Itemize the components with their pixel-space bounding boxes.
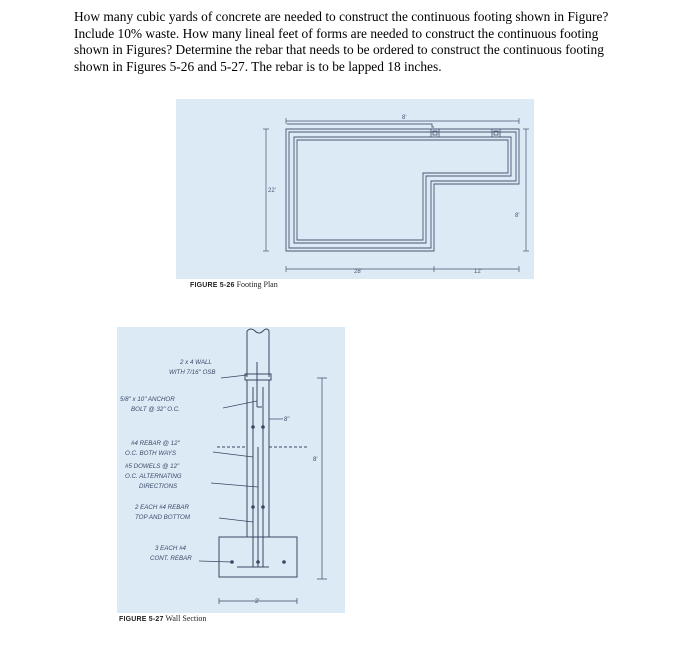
dim-footing: 2': [255, 599, 260, 605]
note-osb: WITH 7/16" OSB: [169, 369, 216, 376]
note-cont-rebar: CONT. REBAR: [150, 555, 192, 562]
note-3each: 3 EACH #4: [155, 545, 186, 552]
note-rebar: #4 REBAR @ 12": [131, 440, 180, 447]
caption-title: Footing Plan: [236, 280, 278, 289]
dim-height: 8': [313, 457, 318, 463]
footing-plan-drawing: [176, 99, 534, 279]
footing-plan-figure: [176, 99, 534, 279]
note-alternating: O.C. ALTERNATING: [125, 473, 182, 480]
figure-5-27-caption: [119, 614, 206, 623]
note-dowels: #5 DOWELS @ 12": [125, 463, 180, 470]
dim-bottom-left: 28': [354, 269, 362, 275]
question-text: How many cubic yards of concrete are needed to construct the continuous footing shown in Figure? Include 10% waste. How many lineal feet of forms are needed to construct the continuous footing shown in Figures? Determine the rebar that needs to be ordered to construct the continuous footing shown in Figures 5-26 and 5-27. The rebar is to be lapped 18 inches.: [74, 9, 609, 74]
note-top-bottom: TOP AND BOTTOM: [135, 514, 191, 521]
caption-title: Wall Section: [165, 614, 207, 623]
note-2each: 2 EACH #4 REBAR: [135, 504, 189, 511]
note-wall: 2 x 4 WALL: [180, 359, 212, 366]
dim-bottom-right: 12': [474, 269, 482, 275]
dim-right: 8': [515, 213, 520, 219]
caption-number: FIGURE 5-26: [190, 282, 235, 289]
dim-top: 8': [402, 115, 407, 121]
note-anchor: 5/8" x 10" ANCHOR: [120, 396, 175, 403]
note-both-ways: O.C. BOTH WAYS: [125, 450, 176, 457]
caption-number: FIGURE 5-27: [119, 616, 164, 623]
figure-5-26-caption: [190, 280, 278, 289]
note-directions: DIRECTIONS: [139, 483, 178, 490]
dim-left: 22': [268, 188, 276, 194]
dim-wall: 8": [284, 417, 290, 423]
note-bolt: BOLT @ 32" O.C.: [131, 406, 180, 413]
wall-section-figure: [117, 327, 345, 613]
wall-section-drawing: [117, 327, 345, 613]
